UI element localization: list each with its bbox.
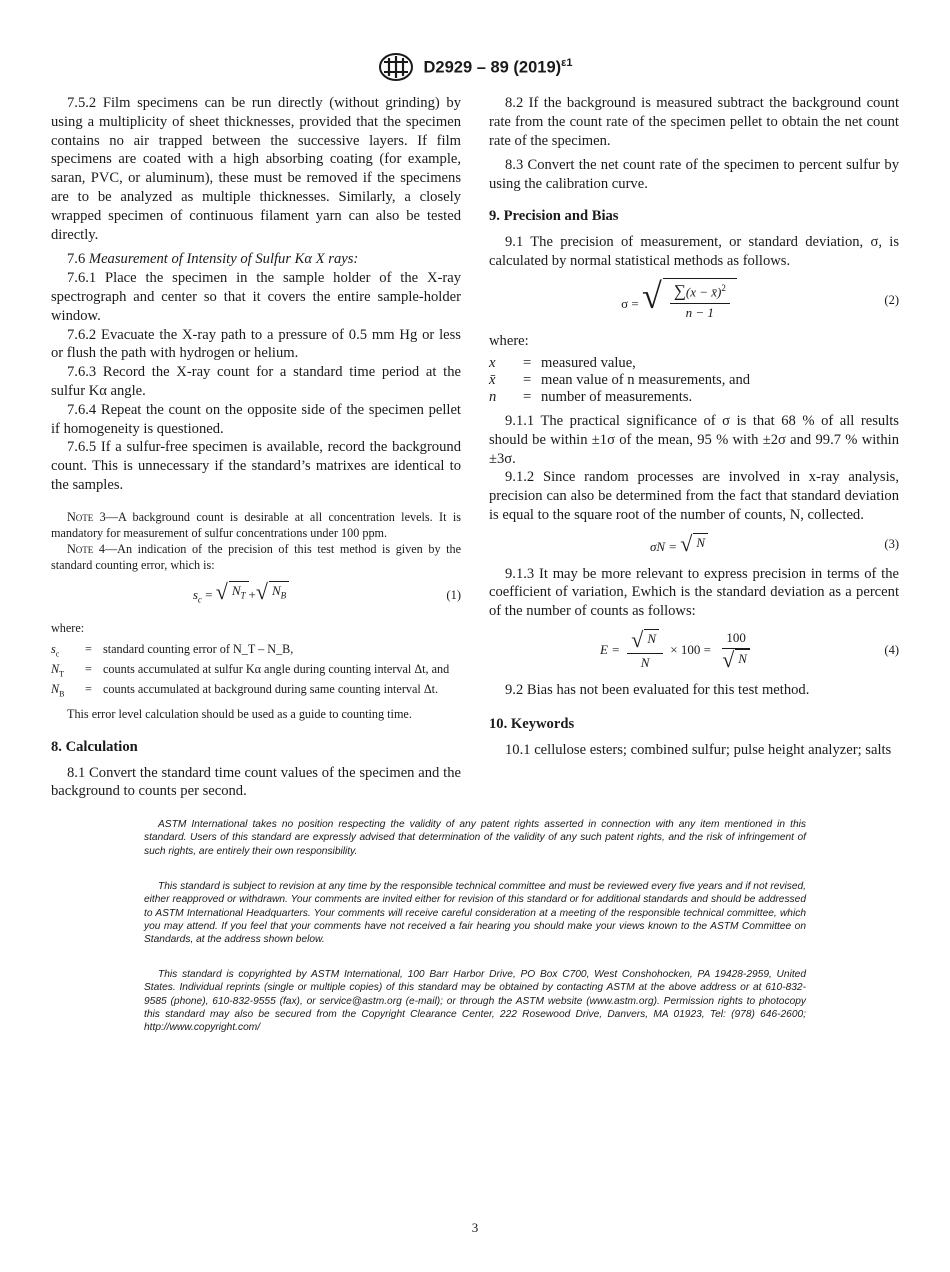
astm-logo-icon xyxy=(378,52,414,82)
para-8-1: 8.1 Convert the standard time count values of the specimen and the background to counts per second. xyxy=(51,764,461,800)
where-label-2: where: xyxy=(489,333,529,350)
para-7-6-4: 7.6.4 Repeat the count on the opposite side of the specimen pellet if homogeneity is questioned. xyxy=(51,401,461,437)
equation-3: σN = √ N (3) xyxy=(649,530,899,556)
para-7-6-5: 7.6.5 If a sulfur-free specimen is available, record the background count. This is unnecessary if the standard’s matrixes are identical to the samples. xyxy=(51,439,461,493)
note-4: Note 4—An indication of the precision of this test method is given by the standard counting error, which is: xyxy=(51,541,462,572)
para-7-5-2: 7.5.2 Film specimens can be run directly (without grinding) by using a multiplicity of sheet thicknesses, provided that the specimen contains no air trapped between the successive layers. If film specimens are coated with a high absorbing coating (for example, saran, PVC, or aluminum), these must be removed if the specimens are to be analyzed as multiple thicknesses. Similarly, a closely wrapped specimen of continuous filament yarn can also be tested directly. xyxy=(51,95,461,243)
definitions-eq2 xyxy=(489,355,899,406)
para-9-2: 9.2 Bias has not been evaluated for this test method. xyxy=(505,681,810,698)
definition-row: $s_c$ = standard counting error of N_T – N_B, xyxy=(51,641,294,659)
footer-copyright-notice: This standard is copyrighted by ASTM International, 100 Barr Harbor Drive, PO Box C700, West Conshohocken, PA 19428-2959, United States. Individual reprints (single or multiple copies) of this standard may be obtained by contacting ASTM at the above address or at 610-832-9585 (phone), 610-832-9555 (fax), or service@astm.org (e-mail); or through the ASTM website (www.astm.org). Permission rights to photocopy this standard may also be secured from the Copyright Clearance Center, 222 Rosewood Drive, Danvers, MA 01923, Tel: (978) 646-2600; http://www.copyright.com/ xyxy=(144,969,806,1034)
para-7-6-3: 7.6.3 Record the X-ray count for a standard time period at the sulfur Kα angle. xyxy=(51,364,461,399)
para-7-6: 7.6 Measurement of Intensity of Sulfur Kα X rays: xyxy=(67,251,359,268)
page-header xyxy=(0,52,950,82)
para-8-2: 8.2 If the background is measured subtract the background count rate from the count rate of the specimen pellet to obtain the net count rate of the specimen. xyxy=(489,95,899,149)
para-9-1-2: 9.1.2 Since random processes are involved in x-ray analysis, precision can also be determined from the fact that standard deviation is equal to the square root of the number of counts, N, collected. xyxy=(489,469,899,524)
footer-patent-disclaimer: ASTM International takes no position respecting the validity of any patent rights asserted in connection with any item mentioned in this standard. Users of this standard are expressly advised that determination of the validity of any such patent rights, and the risk of infringement of such rights, are entirely their own responsibility. xyxy=(144,819,806,857)
equation-2: σ = √ $\frac{\sum(x - x̄)^2}{n - 1}$ (2) xyxy=(489,278,899,322)
where-label-1: where: xyxy=(51,621,85,636)
footer-revision-notice: This standard is subject to revision at any time by the responsible technical committee and must be reviewed every five years and if not revised, either reapproved or withdrawn. Your comments are invited either for revision of this standard or for additional standards and should be addressed to ASTM International Headquarters. Your comments will receive careful consideration at a meeting of the responsible technical committee, which you may attend. If you feel that your comments have not received a fair hearing you should make your views known to the ASTM Committee on Standards, at the address shown below. xyxy=(144,881,806,946)
page-number: 3 xyxy=(471,1220,479,1235)
para-7-6-1: 7.6.1 Place the specimen in the sample holder of the X-ray spectrograph and center so that it covers the entire sample-holder window. xyxy=(51,270,461,324)
para-10-1: 10.1 cellulose esters; combined sulfur; pulse height analyzer; salts xyxy=(505,742,892,759)
definition-row: n = number of measurements. xyxy=(489,389,693,406)
para-9-1-1: 9.1.1 The practical significance of σ is that 68 % of all results should be within ±1σ of the mean, 95 % with ±2σ and 99.7 % within ±3σ. xyxy=(489,413,899,467)
definition-row: $N_T$ = counts accumulated at sulfur Kα angle during counting interval Δt, and xyxy=(51,661,450,679)
note-3: Note 3—A background count is desirable at all concentration levels. It is mandatory for measurement of sulfur concentrations under 100 ppm. xyxy=(51,509,461,540)
right-column xyxy=(489,94,899,760)
definitions-eq1 xyxy=(51,642,461,702)
error-guide-note: This error level calculation should be used as a guide to counting time. xyxy=(67,706,412,721)
para-8-3: 8.3 Convert the net count rate of the specimen to percent sulfur by using the calibration curve. xyxy=(489,157,899,193)
left-column xyxy=(51,94,461,801)
document-id: D2929 – 89 $(2019)^{\varepsilon 1}$ xyxy=(423,56,573,77)
para-9-1: 9.1 The precision of measurement, or standard deviation, σ, is calculated by normal statistical methods as follows. xyxy=(489,233,899,269)
section-10-heading: 10. Keywords xyxy=(489,716,575,733)
equation-4: E = √ N N × 100 = 100 √ N (4) xyxy=(600,627,899,672)
para-9-1-3: 9.1.3 It may be more relevant to express precision in terms of the coefficient of variation, Ewhich is the standard deviation as a percent of the number of counts as follows: xyxy=(489,565,899,620)
para-7-6-2: 7.6.2 Evacuate the X-ray path to a pressure of 0.5 mm Hg or less or flush the path with hydrogen or helium. xyxy=(51,326,461,362)
section-8-heading: 8. Calculation xyxy=(51,738,138,755)
definition-row: $N_B$ = counts accumulated at background during same counting interval Δt. xyxy=(51,681,439,699)
section-9-heading: 9. Precision and Bias xyxy=(489,207,619,224)
definition-row: x̄ = mean value of n measurements, and xyxy=(489,372,751,389)
definition-row: x = measured value, xyxy=(489,355,636,372)
equation-1: $s_c$ = √ $N_T$ + √ $N_B$ (1) xyxy=(192,578,461,605)
